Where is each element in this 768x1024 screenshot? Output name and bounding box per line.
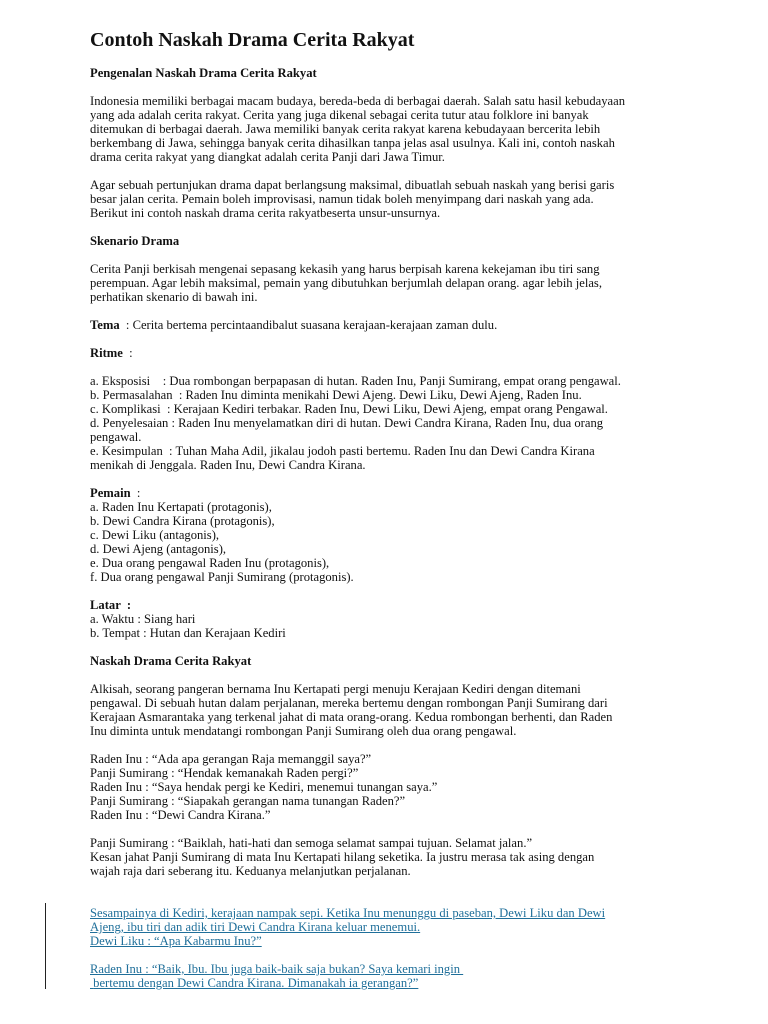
list-item: d. Dewi Ajeng (antagonis), (90, 542, 227, 556)
intro-paragraph-2 (90, 178, 730, 220)
linked-block-2 (90, 962, 730, 990)
text-line: drama cerita rakyat yang diangkat adalah cerita Panji dari Jawa Timur. (90, 150, 445, 164)
list-item: menikah di Jenggala. Raden Inu, Dewi Candra Kirana. (90, 458, 366, 472)
intro-heading: Pengenalan Naskah Drama Cerita Rakyat (90, 66, 317, 80)
list-item: f. Dua orang pengawal Panji Sumirang (protagonis). (90, 570, 354, 584)
latar-label: Latar (90, 598, 121, 612)
hyperlink-text[interactable]: Raden Inu : “Baik, Ibu. Ibu juga baik-baik saja bukan? Saya kemari ingin (90, 962, 464, 976)
dialog-line: Raden Inu : “Ada apa gerangan Raja memanggil saya?” (90, 752, 372, 766)
text-line: perhatikan skenario di bawah ini. (90, 290, 258, 304)
list-item: b. Permasalahan : Raden Inu diminta menikahi Dewi Ajeng. Dewi Liku, Dewi Ajeng, Raden Inu. (90, 388, 582, 402)
latar-text: : (120, 598, 132, 612)
latar-list (90, 598, 730, 640)
text-line: Cerita Panji berkisah mengenai sepasang kekasih yang harus berpisah karena kekejaman ibu tiri sang (90, 262, 600, 276)
list-item: c. Dewi Liku (antagonis), (90, 528, 220, 542)
margin-change-bar (45, 903, 46, 989)
dialog-line: Raden Inu : “Dewi Candra Kirana.” (90, 808, 271, 822)
hyperlink-text[interactable]: bertemu dengan Dewi Candra Kirana. Dimanakah ia gerangan?” (90, 976, 419, 990)
text-line: wajah raja dari seberang itu. Keduanya melanjutkan perjalanan. (90, 864, 411, 878)
document-page (90, 28, 730, 1004)
tema-line (90, 318, 730, 332)
tema-text: : Cerita bertema percintaandibalut suasana kerajaan-kerajaan zaman dulu. (119, 318, 498, 332)
pemain-line (90, 486, 730, 500)
text-line: pengawal. Di sebuah hutan dalam perjalanan, mereka bertemu dengan rombongan Panji Sumirang dari (90, 696, 608, 710)
text-line: berkembang di Jawa, sehingga banyak cerita dihasilkan tanpa jelas asal usulnya. Kali ini, contoh naskah (90, 136, 615, 150)
dialog-block-2 (90, 836, 730, 878)
hyperlink-text[interactable]: Sesampainya di Kediri, kerajaan nampak sepi. Ketika Inu menunggu di paseban, Dewi Liku dan Dewi (90, 906, 606, 920)
text-line: ditemukan di berbagai daerah. Jawa memiliki banyak cerita rakyat karena kebudayaan bercerita lebih (90, 122, 601, 136)
ritme-line (90, 346, 730, 360)
list-item: c. Komplikasi : Kerajaan Kediri terbakar. Raden Inu, Dewi Liku, Dewi Ajeng, empat orang Pengawal. (90, 402, 608, 416)
list-item: b. Tempat : Hutan dan Kerajaan Kediri (90, 626, 286, 640)
text-line: besar jalan cerita. Pemain boleh improvisasi, namun tidak boleh menyimpang dari naskah yang ada. (90, 192, 594, 206)
list-item: pengawal. (90, 430, 142, 444)
pemain-label: Pemain (90, 486, 131, 500)
document-title: Contoh Naskah Drama Cerita Rakyat (90, 29, 415, 51)
latar-line (90, 598, 730, 612)
hyperlink-text[interactable]: Ajeng, ibu tiri dan adik tiri Dewi Candra Kirana keluar menemui. (90, 920, 421, 934)
pemain-text: : (130, 486, 141, 500)
dialog-line: Panji Sumirang : “Siapakah gerangan nama tunangan Raden?” (90, 794, 406, 808)
text-line: Alkisah, seorang pangeran bernama Inu Kertapati pergi menuju Kerajaan Kediri dengan ditemani (90, 682, 581, 696)
linked-block-1 (90, 906, 730, 948)
text-line: Kerajaan Asmarantaka yang terkenal jahat di mata orang-orang. Kedua rombongan berhenti, dan Raden (90, 710, 613, 724)
text-line: Berikut ini contoh naskah drama cerita rakyatbeserta unsur-unsurnya. (90, 206, 441, 220)
naskah-heading: Naskah Drama Cerita Rakyat (90, 654, 252, 668)
naskah-paragraph (90, 682, 730, 738)
dialog-line: Panji Sumirang : “Hendak kemanakah Raden pergi?” (90, 766, 359, 780)
dialog-block-1 (90, 752, 730, 822)
pemain-list (90, 486, 730, 584)
hyperlink-text[interactable]: Dewi Liku : “Apa Kabarmu Inu?” (90, 934, 262, 948)
list-item: a. Eksposisi : Dua rombongan berpapasan di hutan. Raden Inu, Panji Sumirang, empat orang pengawal. (90, 374, 621, 388)
text-line: Kesan jahat Panji Sumirang di mata Inu Kertapati hilang seketika. Ia justru merasa tak asing dengan (90, 850, 595, 864)
list-item: a. Waktu : Siang hari (90, 612, 196, 626)
ritme-list (90, 374, 730, 472)
text-line: Inu diminta untuk mendatangi rombongan Panji Sumirang oleh dua orang pengawal. (90, 724, 517, 738)
list-item: e. Kesimpulan : Tuhan Maha Adil, jikalau jodoh pasti bertemu. Raden Inu dan Dewi Candra Kirana (90, 444, 595, 458)
text-line: Agar sebuah pertunjukan drama dapat berlangsung maksimal, dibuatlah sebuah naskah yang berisi garis (90, 178, 615, 192)
list-item: d. Penyelesaian : Raden Inu menyelamatkan diri di hutan. Dewi Candra Kirana, Raden Inu, dua orang (90, 416, 604, 430)
text-line: perempuan. Agar lebih maksimal, pemain yang dibutuhkan berjumlah delapan orang. agar lebih jelas, (90, 276, 602, 290)
list-item: a. Raden Inu Kertapati (protagonis), (90, 500, 272, 514)
tema-label: Tema (90, 318, 120, 332)
list-item: b. Dewi Candra Kirana (protagonis), (90, 514, 275, 528)
dialog-line: Raden Inu : “Saya hendak pergi ke Kediri, menemui tunangan saya.” (90, 780, 438, 794)
dialog-line: Panji Sumirang : “Baiklah, hati-hati dan semoga selamat sampai tujuan. Selamat jalan.” (90, 836, 533, 850)
skenario-paragraph (90, 262, 730, 304)
ritme-label: Ritme (90, 346, 123, 360)
text-line: yang ada adalah cerita rakyat. Cerita yang juga dikenal sebagai cerita tutur atau folklore ini banyak (90, 108, 589, 122)
ritme-text: : (122, 346, 133, 360)
list-item: e. Dua orang pengawal Raden Inu (protagonis), (90, 556, 330, 570)
intro-paragraph-1 (90, 94, 730, 164)
skenario-heading: Skenario Drama (90, 234, 180, 248)
text-line: Indonesia memiliki berbagai macam budaya, bereda-beda di berbagai daerah. Salah satu hasil kebudayaan (90, 94, 626, 108)
